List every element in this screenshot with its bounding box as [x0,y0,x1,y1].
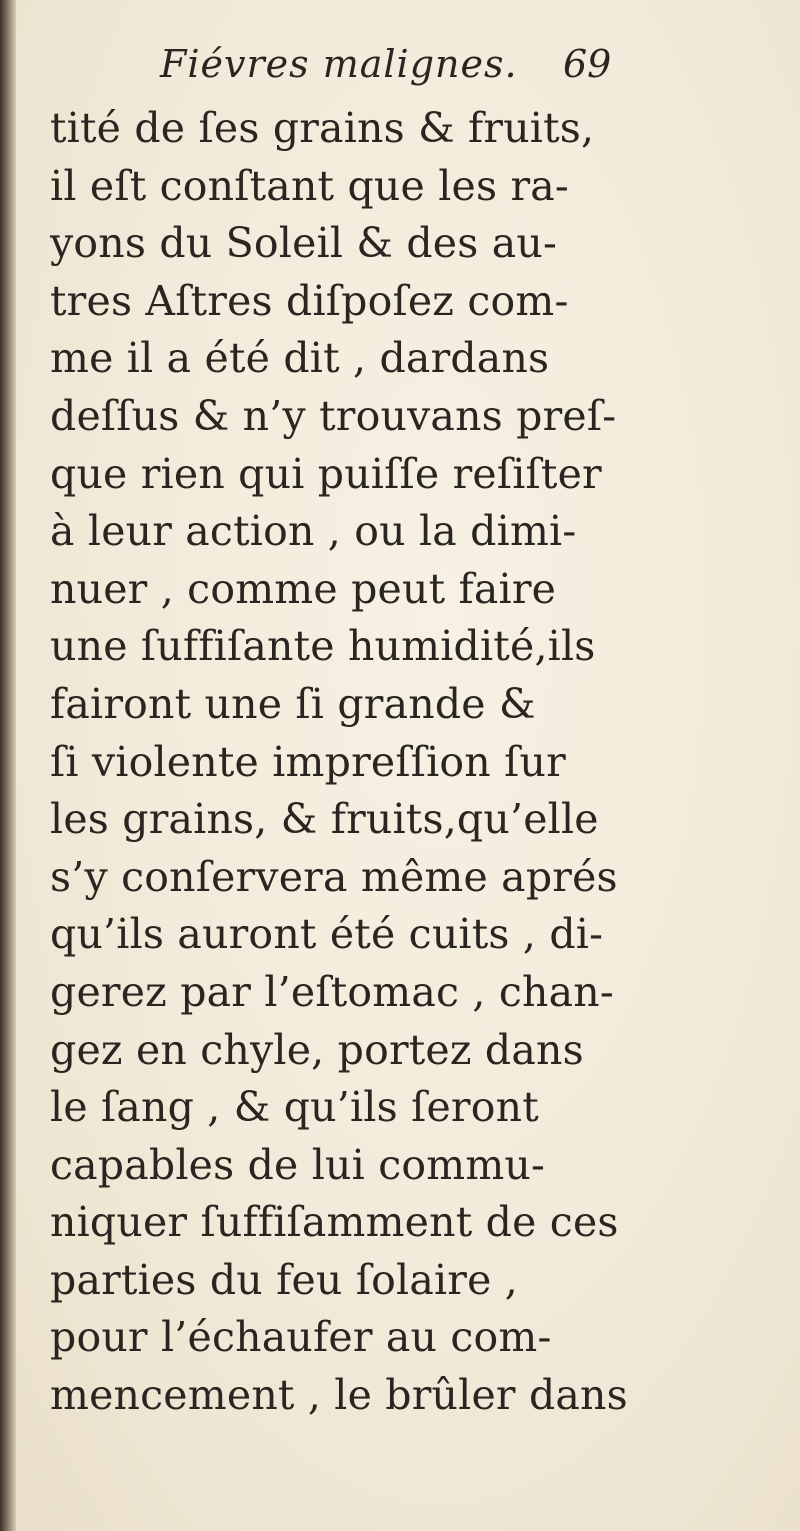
text-line: mencement , le brûler dans [50,1371,628,1420]
text-line: pour l’échaufer au com- [50,1313,552,1362]
text-line: il eſt conſtant que les ra- [50,161,569,210]
text-line: gez en chyle, portez dans [50,1025,584,1074]
text-line: s’y conſervera même aprés [50,852,618,901]
binding-gutter [0,0,16,1531]
text-line: tité de ſes grains & fruits, [50,104,595,152]
text-line: fairont une ſi grande & [50,679,536,728]
running-head [160,42,660,102]
text-line: niquer ſuffiſamment de ces [50,1198,619,1247]
text-line: les grains, & fruits,qu’elle [50,795,599,844]
text-line: yons du Soleil & des au- [50,219,558,268]
running-title: Fiévres malignes. [160,42,518,86]
text-line: parties du feu ſolaire , [50,1255,519,1304]
text-line: ſi violente impreſſion ſur [50,737,566,786]
text-line: une ſuffiſante humidité,ils [50,622,596,671]
text-line: qu’ils auront été cuits , di- [50,910,604,959]
text-line: que rien qui puiſſe reſiſter [50,449,602,498]
text-line: nuer , comme peut faire [50,564,557,613]
text-line: à leur action , ou la dimi- [50,507,577,556]
text-line: capables de lui commu- [50,1140,546,1189]
page-number: 69 [563,42,612,86]
text-block [50,100,670,1425]
text-line: me il a été dit , dardans [50,334,550,383]
text-line: tres Aſtres diſpoſez com- [50,276,569,325]
text-line: deſſus & n’y trouvans preſ- [50,391,617,440]
text-line: le ſang , & qu’ils ſeront [50,1083,539,1132]
text-line: gerez par l’eſtomac , chan- [50,967,614,1016]
